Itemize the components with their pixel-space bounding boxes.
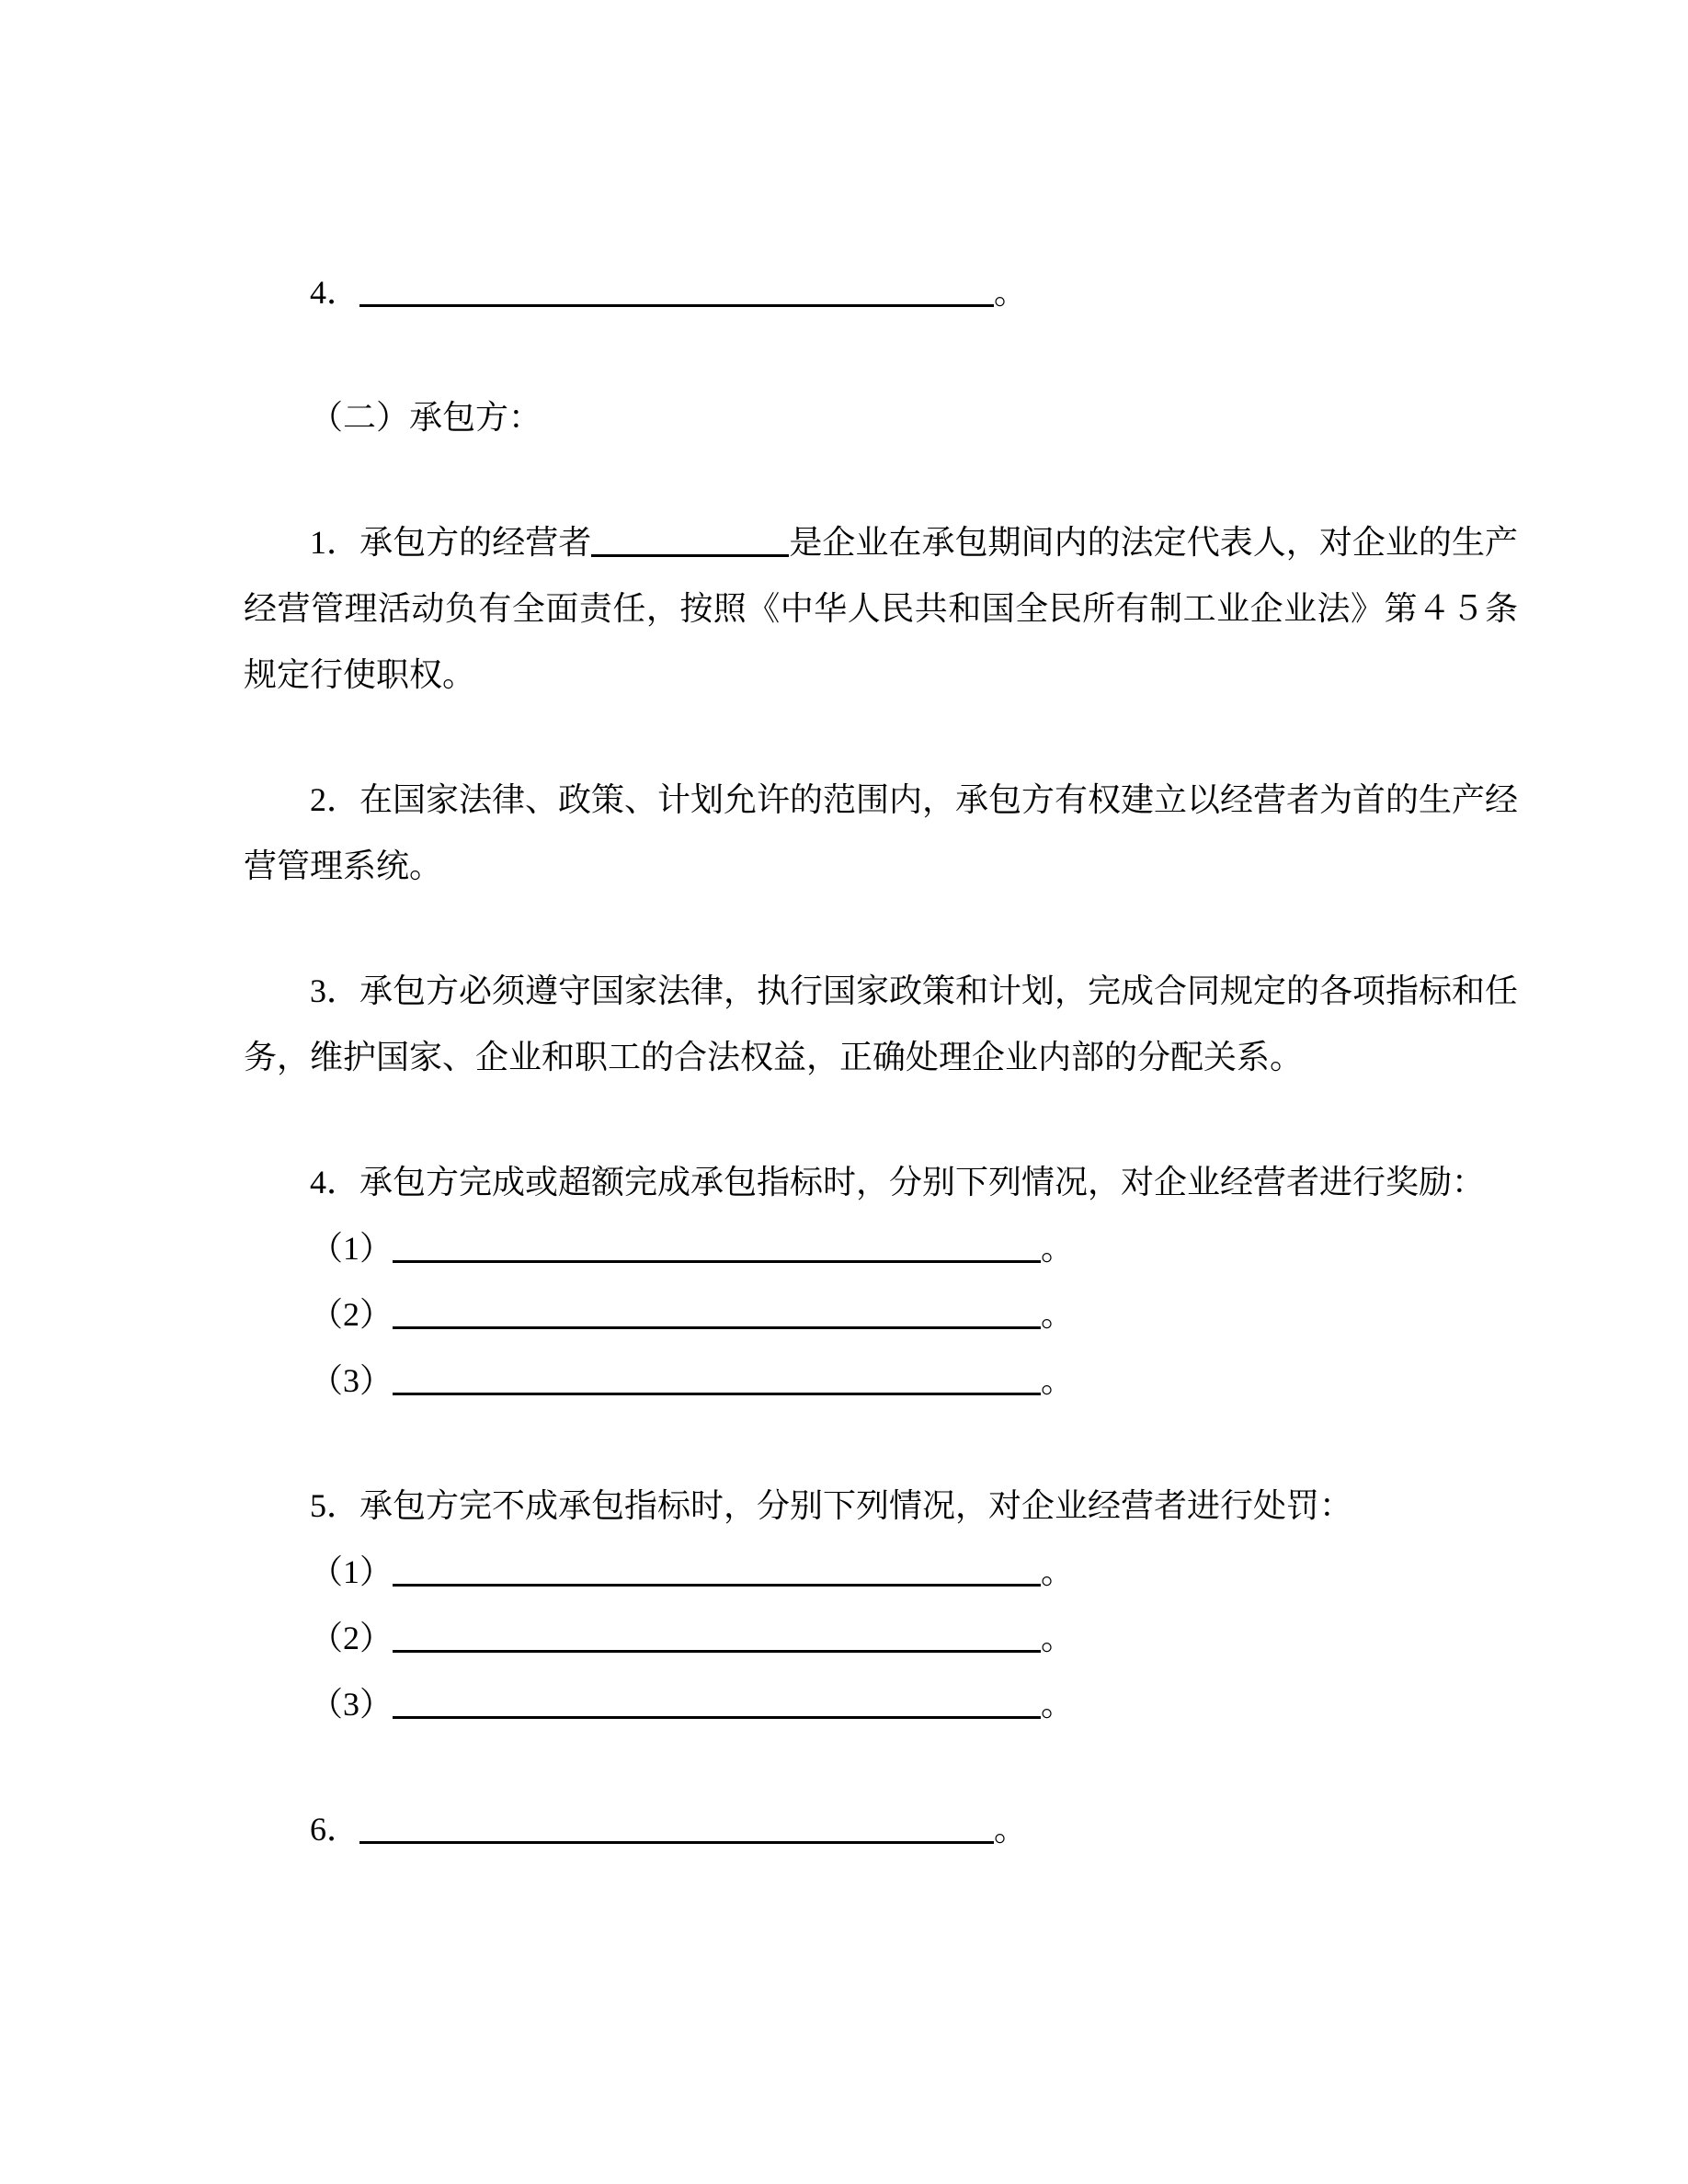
item-4-blank-field [359,271,994,307]
reward-item-2 [244,1281,1518,1348]
penalty-item-3-blank-field [393,1683,1041,1719]
item-6-blank-field [359,1808,994,1844]
clause-1-prefix: 1．承包方的经营者 [310,524,592,561]
reward-item-1-terminator: 。 [1041,1230,1075,1267]
penalty-item-2 [244,1605,1518,1671]
reward-item-1 [244,1215,1518,1281]
reward-item-2-label: （2） [310,1296,393,1333]
penalty-item-3-label: （3） [310,1686,393,1723]
penalty-item-2-blank-field [393,1617,1041,1653]
item-6-blank-line [244,1796,1518,1862]
clause-2: 2．在国家法律、政策、计划允许的范围内，承包方有权建立以经营者为首的生产经营管理系统。 [244,781,1519,884]
clause-1-suffix: 是企业在承包期间内的法定代表人，对企业的生产经营管理活动负有全面责任，按照《中华人民共和国全民所有制工业企业法》第４５条规定行使职权。 [244,524,1518,693]
penalty-item-1-terminator: 。 [1041,1553,1075,1590]
item-6-label: 6． [310,1811,360,1848]
clause-1-blank-field [591,521,789,557]
reward-item-1-blank-field [393,1227,1041,1263]
penalty-item-2-terminator: 。 [1041,1620,1075,1656]
reward-item-3 [244,1348,1518,1414]
reward-item-2-terminator: 。 [1041,1296,1075,1333]
penalty-item-3 [244,1671,1518,1737]
penalty-item-1-label: （1） [310,1553,393,1590]
section-heading-contractor: （二）承包方： [310,399,542,436]
clause-3: 3．承包方必须遵守国家法律，执行国家政策和计划，完成合同规定的各项指标和任务，维护国家、企业和职工的合法权益，正确处理企业内部的分配关系。 [244,973,1519,1075]
penalty-item-1 [244,1539,1518,1605]
reward-item-1-label: （1） [310,1230,393,1267]
item-4-blank-line [244,259,1518,325]
clause-1 [244,509,1518,708]
reward-item-3-blank-field [393,1359,1041,1395]
clause-5: 5．承包方完不成承包指标时，分别下列情况，对企业经营者进行处罚： [310,1487,1353,1524]
reward-item-2-blank-field [393,1293,1041,1329]
penalty-item-2-label: （2） [310,1620,393,1656]
penalty-item-1-blank-field [393,1551,1041,1587]
clause-4: 4．承包方完成或超额完成承包指标时，分别下列情况，对企业经营者进行奖励： [310,1164,1486,1200]
item-6-terminator: 。 [994,1811,1028,1848]
reward-item-3-label: （3） [310,1362,393,1399]
penalty-item-3-terminator: 。 [1041,1686,1075,1723]
reward-item-3-terminator: 。 [1041,1362,1075,1399]
item-4-terminator: 。 [994,274,1028,311]
item-4-label: 4． [310,274,360,311]
